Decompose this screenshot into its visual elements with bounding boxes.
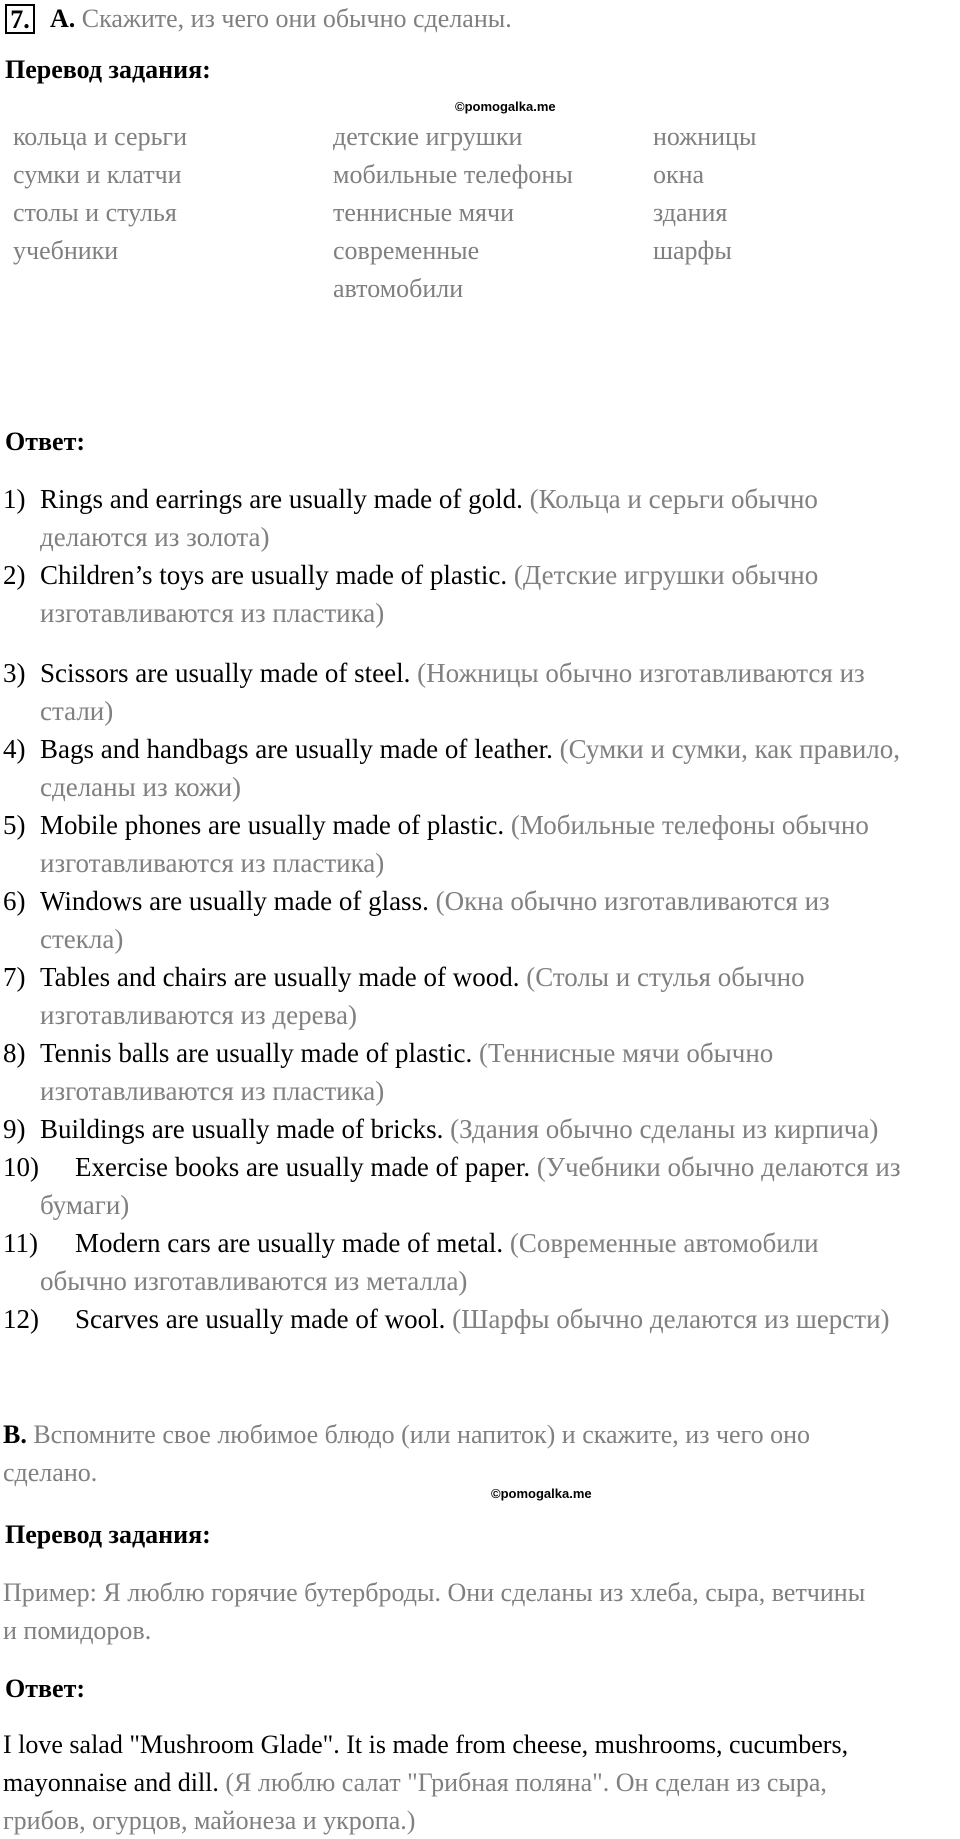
word-item: кольца и серьги <box>13 122 188 151</box>
final-answer-en: mayonnaise and dill. <box>3 1768 219 1797</box>
answer-en: Tables and chairs are usually made of wood. <box>40 962 520 992</box>
part-b-task-cont: сделано. <box>3 1458 98 1487</box>
final-answer-ru: (Я люблю салат "Грибная поляна". Он сделан из сыра, <box>225 1768 827 1797</box>
answer-en: Children’s toys are usually made of plastic. <box>40 560 508 590</box>
answer-number: 1) <box>3 484 26 514</box>
word-item: ножницы <box>653 122 757 151</box>
part-a-label: A. <box>50 4 76 33</box>
word-item: шарфы <box>653 236 732 265</box>
answer-line <box>40 1038 773 1068</box>
word-item: здания <box>653 198 728 227</box>
answer-heading-b: Ответ: <box>5 1674 86 1703</box>
answer-en: Modern cars are usually made of metal. <box>75 1228 504 1258</box>
answer-ru-cont: изготавливаются из пластика) <box>40 598 385 628</box>
answer-number: 2) <box>3 560 26 590</box>
answer-number: 11) <box>3 1228 38 1258</box>
answer-number: 5) <box>3 810 26 840</box>
answer-number: 8) <box>3 1038 26 1068</box>
answer-number: 10) <box>3 1152 39 1182</box>
word-item: столы и стулья <box>13 198 177 227</box>
part-b-task: Вспомните свое любимое блюдо (или напиток) и скажите, из чего оно <box>33 1420 811 1449</box>
answer-line <box>40 734 900 764</box>
answer-ru: (Столы и стулья обычно <box>526 962 805 992</box>
word-item: сумки и клатчи <box>13 160 182 189</box>
answer-ru-cont: изготавливаются из пластика) <box>40 848 385 878</box>
answer-line <box>75 1228 819 1258</box>
part-a-task: Скажите, из чего они обычно сделаны. <box>81 4 512 33</box>
answer-ru-cont: стали) <box>40 696 114 726</box>
answer-ru: (Детские игрушки обычно <box>513 560 819 590</box>
answer-ru: (Сумки и сумки, как правило, <box>559 734 901 764</box>
answer-heading-a: Ответ: <box>5 427 86 456</box>
answer-ru-cont: бумаги) <box>40 1190 130 1220</box>
answer-line <box>40 1114 878 1144</box>
answer-en: Buildings are usually made of bricks. <box>40 1114 444 1144</box>
answer-number: 3) <box>3 658 26 688</box>
answer-en: Bags and handbags are usually made of leather. <box>40 734 553 764</box>
final-answer-ru-cont: грибов, огурцов, майонеза и укропа.) <box>3 1806 416 1835</box>
answer-number: 6) <box>3 886 26 916</box>
answer-line <box>40 560 818 590</box>
task-a <box>50 4 512 34</box>
answer-line <box>75 1304 890 1334</box>
answer-en: Windows are usually made of glass. <box>40 886 429 916</box>
answer-ru-cont: делаются из золота) <box>40 522 270 552</box>
answer-line <box>75 1152 901 1182</box>
answer-line <box>40 484 818 514</box>
answer-line <box>40 962 805 992</box>
answer-en: Mobile phones are usually made of plastic. <box>40 810 505 840</box>
answer-number: 4) <box>3 734 26 764</box>
answer-ru-cont: сделаны из кожи) <box>40 772 242 802</box>
answer-ru-cont: обычно изготавливаются из металла) <box>40 1266 468 1296</box>
word-item: теннисные мячи <box>333 198 515 227</box>
answer-ru-cont: изготавливаются из дерева) <box>40 1000 357 1030</box>
final-answer-line1: I love salad "Mushroom Glade". It is made from cheese, mushrooms, cucumbers, <box>3 1730 849 1759</box>
task-b <box>3 1420 810 1450</box>
answer-ru: (Окна обычно изготавливаются из <box>435 886 830 916</box>
answer-en: Tennis balls are usually made of plastic. <box>40 1038 473 1068</box>
answer-line <box>40 886 830 916</box>
answer-ru-cont: стекла) <box>40 924 124 954</box>
word-item: учебники <box>13 236 119 265</box>
answer-ru: (Кольца и серьги обычно <box>529 484 818 514</box>
answer-en: Rings and earrings are usually made of gold. <box>40 484 523 514</box>
translation-heading-b: Перевод задания: <box>5 1520 211 1549</box>
example-text: Пример: Я люблю горячие бутерброды. Они сделаны из хлеба, сыра, ветчины <box>3 1578 866 1607</box>
answer-ru: (Теннисные мячи обычно <box>479 1038 774 1068</box>
answer-ru-cont: изготавливаются из пластика) <box>40 1076 385 1106</box>
answer-ru: (Мобильные телефоны обычно <box>510 810 869 840</box>
example-text-cont: и помидоров. <box>3 1616 152 1645</box>
exercise-number: 7. <box>5 4 35 34</box>
word-item: мобильные телефоны <box>333 160 573 189</box>
word-item: современные <box>333 236 480 265</box>
answer-number: 7) <box>3 962 26 992</box>
answer-ru: (Шарфы обычно делаются из шерсти) <box>452 1304 890 1334</box>
word-item: окна <box>653 160 705 189</box>
answer-en: Scarves are usually made of wool. <box>75 1304 446 1334</box>
answer-ru: (Современные автомобили <box>509 1228 819 1258</box>
answer-line <box>40 810 869 840</box>
answer-number: 12) <box>3 1304 39 1334</box>
answer-ru: (Здания обычно сделаны из кирпича) <box>450 1114 879 1144</box>
watermark: ©pomogalka.me <box>491 1486 592 1501</box>
answer-ru: (Учебники обычно делаются из <box>536 1152 901 1182</box>
translation-heading-a: Перевод задания: <box>5 55 211 84</box>
part-b-label: B. <box>3 1420 27 1449</box>
answer-number: 9) <box>3 1114 26 1144</box>
word-item: детские игрушки <box>333 122 523 151</box>
word-item: автомобили <box>333 274 464 303</box>
answer-en: Scissors are usually made of steel. <box>40 658 411 688</box>
final-answer-line2 <box>3 1768 827 1798</box>
answer-ru: (Ножницы обычно изготавливаются из <box>417 658 865 688</box>
answer-line <box>40 658 865 688</box>
watermark: ©pomogalka.me <box>455 99 556 114</box>
answer-en: Exercise books are usually made of paper. <box>75 1152 531 1182</box>
